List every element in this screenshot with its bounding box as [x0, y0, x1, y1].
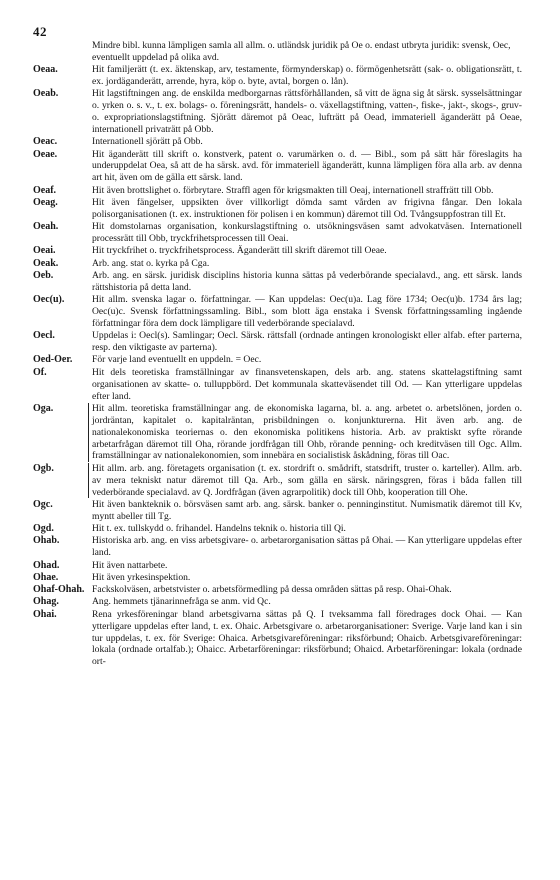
- entry-row: [33, 245, 522, 257]
- entry-text: Hit allm. arb. ang. företagets organisation (t. ex. stordrift o. smådrift, statsdrift, truster o. karteller). Allm. arb. av mera tekniskt natur däremot till Qa. Arb., som gälla en särsk. näringsgren, föras i båda fallen till vederbörande specialavd. av Q. Jordfrågan (även agrarpolitik) dock till Ohb, kooperation till Ohe.: [88, 463, 522, 499]
- entry-text: För varje land eventuellt en uppdeln. = Oec.: [92, 354, 262, 366]
- entry-row: [33, 185, 522, 197]
- entry-code: Ogc.: [33, 498, 53, 510]
- entry-text: Hit även fängelser, uppsikten över villkorligt dömda samt vården av frigivna fångar. Den lokala polisorganisationen (t. ex. instruktionen för polisen i en kommun) däremot till Od. Tvångsuppfostran till Et.: [92, 196, 522, 220]
- entry-text: Historiska arb. ang. en viss arbetsgivare- o. arbetarorganisation sättas på Ohai. — Kan ytterligare uppdelas efter land.: [92, 535, 522, 559]
- entry-row: [33, 330, 522, 354]
- entry-row: [33, 64, 522, 88]
- entry-code: Ohab.: [33, 535, 60, 547]
- entry-row: [33, 367, 522, 403]
- entry-row: [33, 403, 522, 463]
- classification-entries: [33, 64, 522, 669]
- entry-row: [33, 560, 522, 572]
- entry-code: Oeac.: [33, 136, 58, 148]
- entry-row: [33, 221, 522, 245]
- entry-row: [33, 294, 522, 330]
- entry-text: Ang. hemmets tjänarinnefråga se anm. vid Qc.: [92, 596, 271, 608]
- entry-code: Ohae.: [33, 571, 59, 583]
- entry-text: Hit lagstiftningen ang. de enskilda medborgarnas rättsförhållanden, så vitt de ägna sig åt särsk. sysselsättningar o. yrken o. s. v., t. ex. bolags- o. föreningsrätt, handels- o. växellagstiftning, vatten-, fiske-, jakt-, skogs-, gruv- o. expropriationslagstiftning. Sjörätt däremot på Oeac, lufträtt på Oead, immateriell äganderätt på Oeae, internationell privaträtt på Obb.: [92, 88, 522, 135]
- entry-row: [33, 258, 522, 270]
- entry-text: Arb. ang. stat o. kyrka på Cga.: [92, 257, 210, 269]
- entry-text: Internationell sjörätt på Obb.: [92, 136, 203, 148]
- entry-code: Oeae.: [33, 148, 58, 160]
- entry-row: [33, 584, 522, 596]
- entry-text: Arb. ang. en särsk. juridisk disciplins historia kunna sättas på vederbörande specialavd., ang. ett särsk. lands rättshistoria på detta land.: [92, 269, 522, 293]
- entry-code: Ohag.: [33, 596, 59, 608]
- intro-paragraph: Mindre bibl. kunna lämpligen samla all allm. o. utländsk juridik på Oe o. endast utbryta juridik: svensk, Oec, eventuellt uppdelad på olika avd.: [92, 40, 511, 63]
- entry-code: Oed-Oer.: [33, 354, 73, 366]
- entry-code: Ogb.: [33, 462, 54, 474]
- entry-row: [33, 463, 522, 499]
- entry-row: [33, 136, 522, 148]
- entry-text: Fackskolväsen, arbetstvister o. arbetsförmedling på dessa områden sättas på resp. Ohai-Ohak.: [92, 584, 452, 596]
- entry-text: Hit äganderätt till skrift o. konstverk, patent o. varumärken o. d. — Bibl., som på sätt här föreslagits ha underuppdelat Oea, så att de ha särsk. avd. för immateriell äganderätt, kunna lämpligen föra alla arb. av denna art hit, även om de gälla ett särsk. land.: [92, 148, 522, 184]
- entry-row: [33, 499, 522, 523]
- entry-text: Uppdelas i: Oecl(s). Samlingar; Oecl. Särsk. rättsfall (ordnade antingen kronologiskt eller alfab. efter parterna, resp. den viktigaste av parterna).: [92, 330, 522, 354]
- entry-text: Hit även nattarbete.: [92, 559, 168, 571]
- entry-text: Hit t. ex. tullskydd o. frihandel. Handelns teknik o. historia till Qi.: [92, 523, 346, 535]
- entry-text: Hit även bankteknik o. börsväsen samt arb. ang. särsk. banker o. penninginstitut. Numismatik däremot till Kv, myntt abeller till Tg.: [92, 498, 522, 522]
- entry-code: Oeaa.: [33, 64, 58, 75]
- entry-text: Hit familjerätt (t. ex. äktenskap, arv, testamente, förmynderskap) o. förmögenhetsrätt (sak- o. obligationsrätt, t. ex. jordäganderätt, arrende, hyra, köp o. byte, avtal, borgen o. lån).: [92, 64, 522, 87]
- entry-text: Hit även brottslighet o. förbrytare. Straffl agen för krigsmakten till Oeaj, internationell straffrätt till Obb.: [92, 184, 494, 196]
- entry-code: Oeab.: [33, 88, 59, 100]
- entry-code: Oeag.: [33, 196, 58, 208]
- entry-text: Hit tryckfrihet o. tryckfrihetsprocess. Äganderätt till skrift däremot till Oeae.: [92, 245, 387, 257]
- entry-text: Hit även yrkesinspektion.: [92, 571, 191, 583]
- entry-code: Oeai.: [33, 245, 56, 257]
- entry-row: [33, 572, 522, 584]
- entry-row: [33, 197, 522, 221]
- entry-row: [33, 523, 522, 535]
- entry-text: Hit allm. svenska lagar o. författningar. — Kan uppdelas: Oec(u)a. Lag före 1734; Oec(u)b. 1734 års lag; Oec(u)c. Svensk författningssamling. Bibl., som blott äga enstaka i Svensk författningssamling ingående författningar föra dem dock lämpligare till vederbörande specialavd.: [92, 294, 522, 329]
- entry-row: [33, 596, 522, 608]
- entry-text: Hit dels teoretiska framställningar av finansvetenskapen, dels arb. ang. statens skattelagstiftning samt organisationen av skatte- o. tulluppbörd. Det kommunala skatteväsendet till Od. — Kan ytterligare uppdelas efter land.: [92, 366, 522, 402]
- entry-text: Rena yrkesföreningar bland arbetsgivarna sättas på Q. I tveksamma fall föredrages dock Ohai. — Kan ytterligare uppdelas efter land, t. ex. Ohaic. Arbetsgivare o. arbetarorganisationer: Sverige. Varje land kan i sin tur uppdelas, t. ex. för Sverige: Ohaica. Arbetsgivareföreningar: riksförbund; Ohaicb. Arbetsgivareföreningar: lokala (ordnade ortalfab.); Ohaicc. Arbetarföreningar: riksförbund; Ohaicd. Arbetarföreningar: lokala (ordnade ort-: [92, 608, 522, 668]
- entry-code: Oecl.: [33, 330, 55, 342]
- entry-code: Oeaf.: [33, 184, 57, 196]
- entry-row: [33, 270, 522, 294]
- entry-row: [33, 88, 522, 136]
- entry-code: Ohaf-Ohah.: [33, 584, 85, 596]
- entry-text: Hit allm. teoretiska framställningar ang. de ekonomiska lagarna, bl. a. ang. arbetet o. arbetslönen, jorden o. jordräntan, kapitalet o. kapitalräntan, prisbildningen o. konjunkturerna. Hit även arb. ang. de nationalekonomiska teoriernas o. den ekonomiska politikens historia. Arb. av praktiskt syfte rörande arbetarfrågan däremot till Oha, rörande jordfrågan till Ohb, rörande penning- och kreditväsen till Ogc. Allm. framställningar av nationalekonomien, som innebära en socialistisk åskådning, föras till Oac.: [88, 403, 522, 463]
- entry-code: Ohai.: [33, 608, 57, 620]
- entry-code: Oec(u).: [33, 294, 65, 306]
- entry-code: Oeak.: [33, 257, 59, 269]
- entry-row: [33, 535, 522, 559]
- entry-code: Oeah.: [33, 221, 59, 233]
- entry-row: [33, 149, 522, 185]
- entry-code: Of.: [33, 366, 47, 378]
- entry-row: [33, 609, 522, 669]
- page-number: 42: [33, 24, 47, 39]
- entry-text: Hit domstolarnas organisation, konkurslagstiftning o. utsökningsväsen samt advokatväsen. Internationell processrätt till Obb, tryckfrihetsprocessen till Oeai.: [92, 221, 522, 245]
- entry-code: Ohad.: [33, 559, 60, 571]
- entry-row: [33, 354, 522, 366]
- entry-code: Oeb.: [33, 269, 54, 281]
- entry-code: Oga.: [33, 402, 54, 414]
- entry-code: Ogd.: [33, 523, 54, 535]
